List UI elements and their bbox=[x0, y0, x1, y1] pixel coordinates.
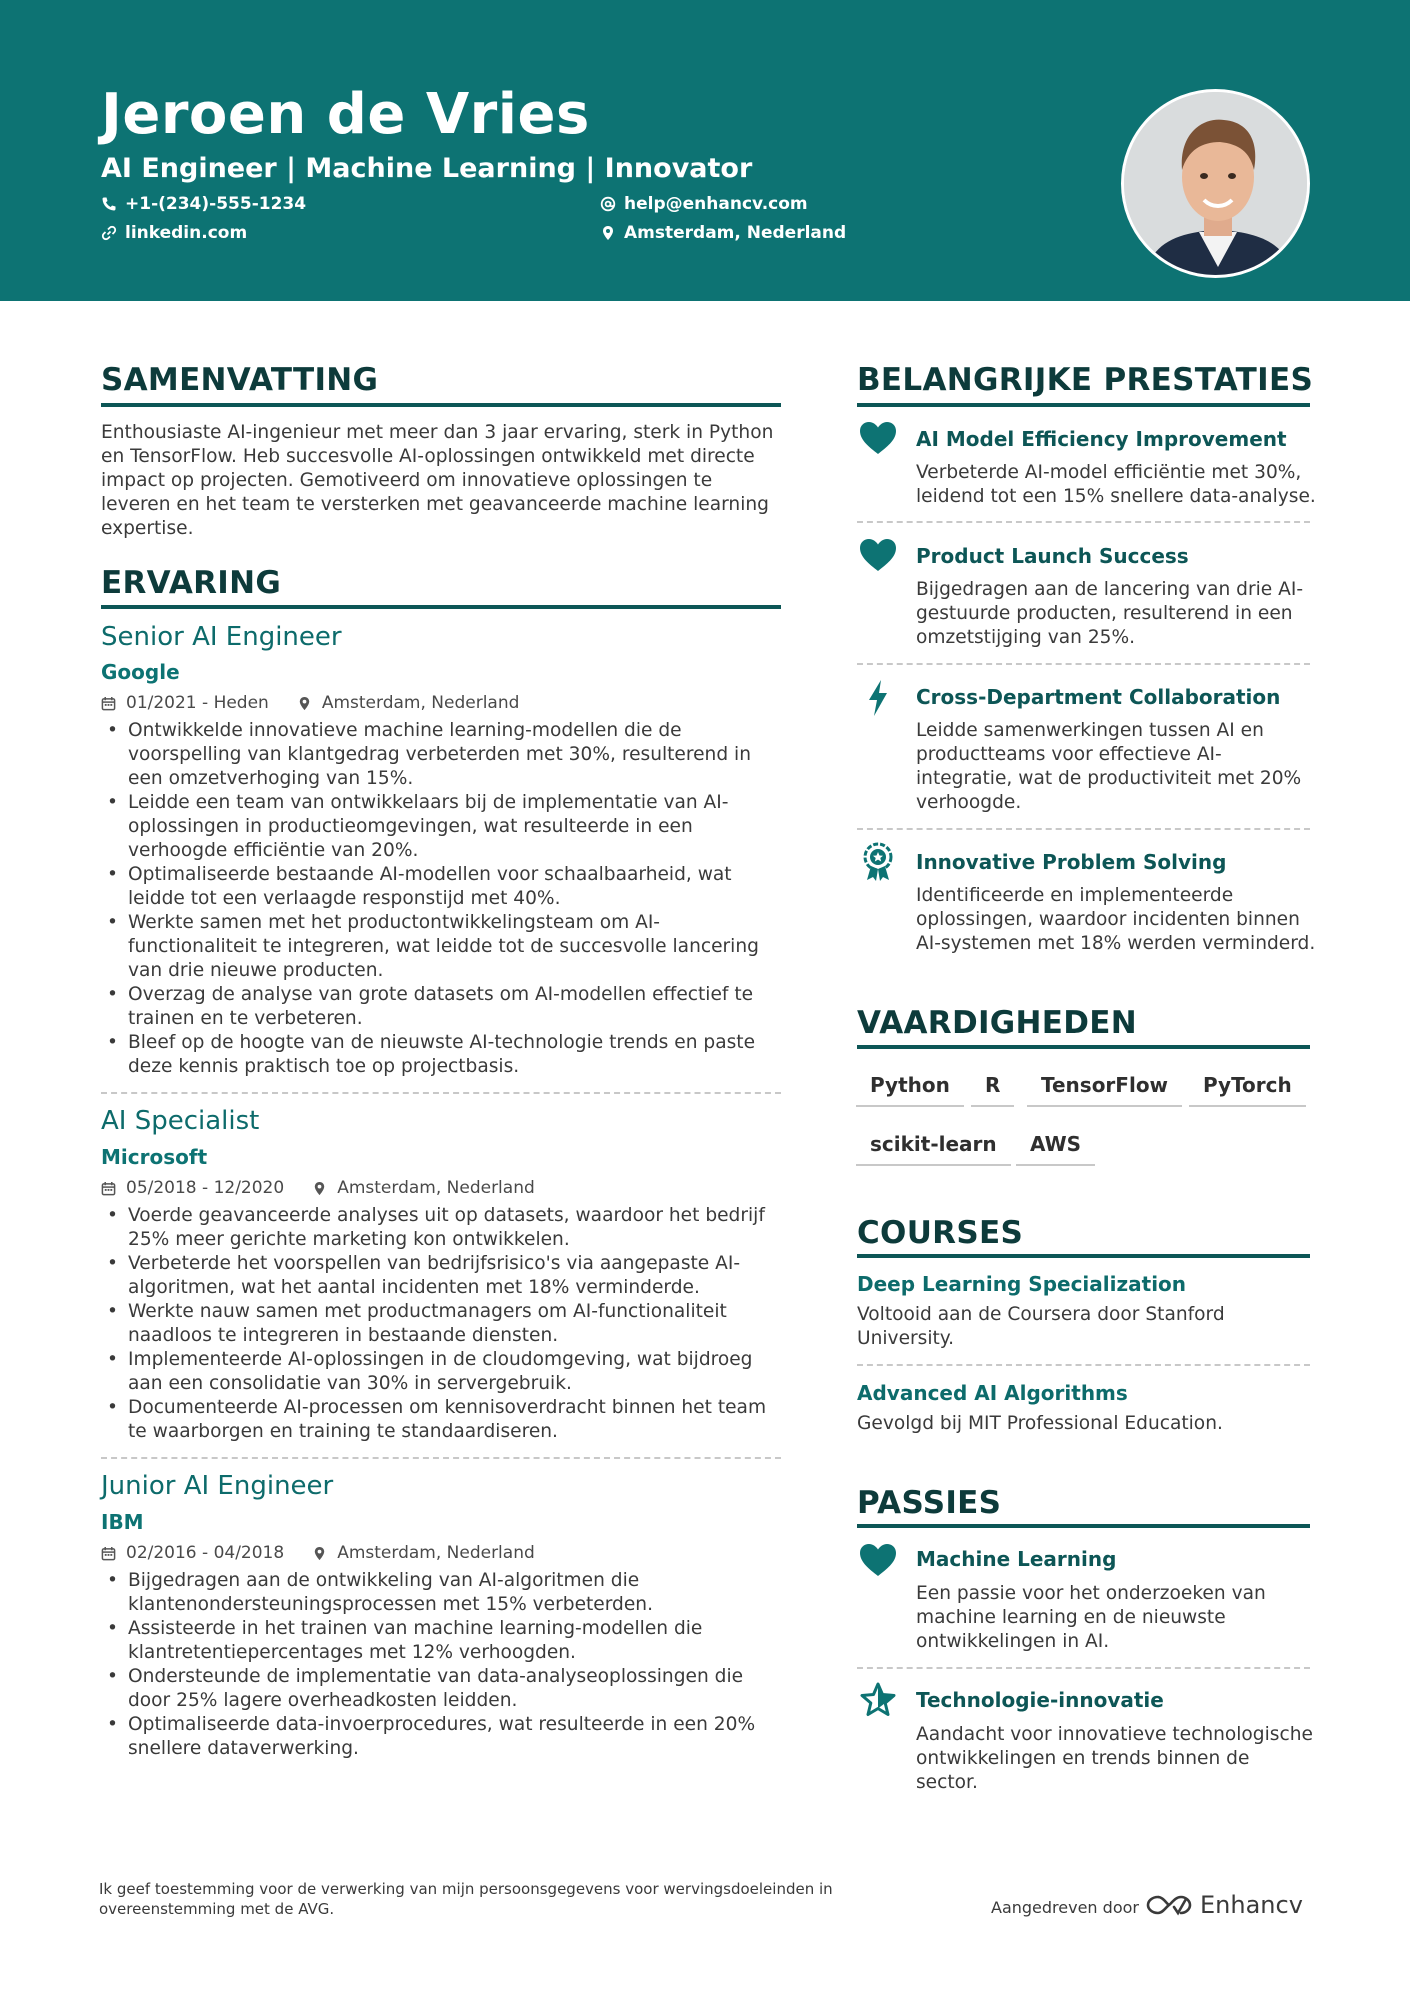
list-item: • Verbeterde het voorspellen van bedrijfsrisico's via aangepaste AI-algoritmen, wat het aantal incidenten met 18% verminderde. bbox=[101, 1252, 781, 1300]
summary-text: Enthousiaste AI-ingenieur met meer dan 3 jaar ervaring, sterk in Python en TensorFlow. Heb succesvolle AI-oplossingen ontwikkeld met directe impact op projecten. Gemotiveerd om innovatieve oplossingen te leveren en het team te versterken met geavanceerde machine learning expertise. bbox=[101, 422, 774, 539]
achievement-text: Verbeterde AI-model efficiëntie met 30%, leidend tot een 15% snellere data-analyse. bbox=[916, 462, 1316, 507]
job-title: Junior AI Engineer bbox=[101, 1471, 334, 1501]
passions-divider bbox=[857, 1524, 1310, 1528]
job-title: Senior AI Engineer bbox=[101, 622, 342, 652]
list-item: • Optimaliseerde data-invoerprocedures, wat resulteerde in een 20% snellere dataverwerking. bbox=[101, 1713, 781, 1761]
enhancv-logo[interactable] bbox=[1146, 1891, 1303, 1919]
course-text: Gevolgd bij MIT Professional Education. bbox=[857, 1413, 1223, 1434]
achievement-divider bbox=[857, 663, 1310, 665]
achievements-heading: BELANGRIJKE PRESTATIES bbox=[857, 362, 1314, 398]
passion-title: Technologie-innovatie bbox=[916, 1688, 1164, 1712]
phone-icon bbox=[101, 196, 117, 212]
job-dates: 01/2021 - Heden bbox=[126, 693, 269, 713]
profile-photo bbox=[1121, 89, 1310, 278]
list-item: • Voerde geavanceerde analyses uit op datasets, waardoor het bedrijf 25% meer gerichte marketing kon ontwikkelen. bbox=[101, 1204, 781, 1252]
list-item: • Optimaliseerde bestaande AI-modellen voor schaalbaarheid, wat leidde tot een verlaagde responstijd met 40%. bbox=[101, 863, 781, 911]
achievement-text: Identificeerde en implementeerde oplossingen, waardoor incidenten binnen AI-systemen met 18% werden verminderd. bbox=[916, 885, 1316, 954]
achievements-divider bbox=[857, 403, 1310, 407]
list-item: • Bleef op de hoogte van de nieuwste AI-technologie trends en paste deze kennis praktisch toe op projectbasis. bbox=[101, 1031, 781, 1079]
skill-tag: R bbox=[971, 1073, 1014, 1107]
skill-tag: Python bbox=[856, 1073, 964, 1107]
achievement-divider bbox=[857, 521, 1310, 523]
skill-tag: AWS bbox=[1016, 1132, 1095, 1166]
linkedin-text: linkedin.com bbox=[125, 223, 248, 243]
job-title: AI Specialist bbox=[101, 1106, 260, 1136]
lightning-icon bbox=[858, 678, 898, 718]
at-icon bbox=[600, 196, 616, 212]
contact-location bbox=[600, 223, 846, 243]
calendar-icon bbox=[101, 696, 116, 711]
header-banner bbox=[0, 0, 1410, 301]
location-pin-icon bbox=[312, 1546, 327, 1561]
star-icon bbox=[858, 1680, 898, 1720]
contact-phone[interactable] bbox=[101, 194, 306, 214]
list-item: • Overzag de analyse van grote datasets om AI-modellen effectief te trainen en te verbeteren. bbox=[101, 983, 781, 1031]
courses-heading: COURSES bbox=[857, 1215, 1024, 1251]
achievement-text: Leidde samenwerkingen tussen AI en productteams voor effectieve AI-integratie, wat de productiviteit met 20% verhoogde. bbox=[916, 720, 1302, 813]
job-meta bbox=[101, 1543, 535, 1563]
list-item: • Assisteerde in het trainen van machine learning-modellen die klantretentiepercentages met 12% verhoogden. bbox=[101, 1617, 781, 1665]
location-pin-icon bbox=[312, 1181, 327, 1196]
phone-text: +1-(234)-555-1234 bbox=[125, 194, 307, 214]
job-bullets bbox=[101, 1569, 781, 1761]
list-item: • Werkte nauw samen met productmanagers om AI-functionaliteit naadloos te integreren in bestaande diensten. bbox=[101, 1300, 781, 1348]
consent-text: Ik geef toestemming voor de verwerking van mijn persoonsgegevens voor wervingsdoeleinden in overeenstemming met de AVG. bbox=[99, 1880, 833, 1918]
course-title: Advanced AI Algorithms bbox=[857, 1381, 1128, 1405]
brand-name: Enhancv bbox=[1200, 1891, 1303, 1919]
course-divider bbox=[857, 1364, 1310, 1366]
skill-tag: PyTorch bbox=[1189, 1073, 1306, 1107]
candidate-name: Jeroen de Vries bbox=[101, 82, 590, 147]
summary-divider bbox=[101, 403, 781, 407]
contact-linkedin[interactable] bbox=[101, 223, 247, 243]
course-title: Deep Learning Specialization bbox=[857, 1272, 1187, 1296]
passion-text: Een passie voor het onderzoeken van machine learning en de nieuwste ontwikkelingen in AI. bbox=[916, 1583, 1266, 1652]
job-bullets bbox=[101, 1204, 781, 1444]
skill-tag: scikit-learn bbox=[856, 1132, 1011, 1166]
job-bullets bbox=[101, 719, 781, 1079]
job-dates: 05/2018 - 12/2020 bbox=[126, 1178, 285, 1198]
achievement-title: Innovative Problem Solving bbox=[916, 850, 1227, 874]
list-item: • Documenteerde AI-processen om kennisoverdracht binnen het team te waarborgen en training te standaardiseren. bbox=[101, 1396, 781, 1444]
heart-icon bbox=[858, 1540, 898, 1580]
location-pin-icon bbox=[600, 225, 616, 241]
job-location bbox=[312, 1178, 535, 1198]
list-item: • Leidde een team van ontwikkelaars bij de implementatie van AI-oplossingen in productieomgevingen, wat resulteerde in een verhoogde efficiëntie van 20%. bbox=[101, 791, 781, 863]
job-location bbox=[297, 693, 520, 713]
passion-title: Machine Learning bbox=[916, 1547, 1117, 1571]
headline: AI Engineer | Machine Learning | Innovator bbox=[101, 153, 753, 184]
job-location-text: Amsterdam, Nederland bbox=[337, 1543, 535, 1563]
job-location-text: Amsterdam, Nederland bbox=[337, 1178, 535, 1198]
summary-heading: SAMENVATTING bbox=[101, 362, 379, 398]
experience-heading: ERVARING bbox=[101, 565, 282, 601]
link-icon bbox=[101, 225, 117, 241]
job-divider bbox=[101, 1457, 781, 1459]
list-item: • Werkte samen met het productontwikkelingsteam om AI-functionaliteit te integreren, wat leidde tot de succesvolle lancering van drie nieuwe producten. bbox=[101, 911, 781, 983]
job-meta bbox=[101, 693, 519, 713]
course-text: Voltooid aan de Coursera door Stanford University. bbox=[857, 1304, 1225, 1349]
company-name: Google bbox=[101, 660, 180, 684]
achievement-title: Product Launch Success bbox=[916, 544, 1189, 568]
award-icon bbox=[858, 842, 898, 882]
contact-email[interactable] bbox=[600, 194, 808, 214]
heart-icon bbox=[858, 418, 898, 458]
skills-divider bbox=[857, 1045, 1310, 1049]
calendar-icon bbox=[101, 1546, 116, 1561]
list-item: • Implementeerde AI-oplossingen in de cloudomgeving, wat bijdroeg aan een consolidatie van 30% in servergebruik. bbox=[101, 1348, 781, 1396]
job-dates: 02/2016 - 04/2018 bbox=[126, 1543, 285, 1563]
passions-heading: PASSIES bbox=[857, 1485, 1002, 1521]
achievement-title: Cross-Department Collaboration bbox=[916, 685, 1281, 709]
job-location bbox=[312, 1543, 535, 1563]
skills-heading: VAARDIGHEDEN bbox=[857, 1005, 1138, 1041]
experience-divider bbox=[101, 605, 781, 609]
calendar-icon bbox=[101, 1181, 116, 1196]
list-item: • Ontwikkelde innovatieve machine learning-modellen die de voorspelling van klantgedrag verbeterden met 30%, resulterend in een omzetverhoging van 15%. bbox=[101, 719, 781, 791]
list-item: • Bijgedragen aan de ontwikkeling van AI-algoritmen die klantenondersteuningsprocessen met 15% verbeterden. bbox=[101, 1569, 781, 1617]
list-item: • Ondersteunde de implementatie van data-analyseoplossingen die door 25% lagere overheadkosten leidden. bbox=[101, 1665, 781, 1713]
location-text: Amsterdam, Nederland bbox=[624, 223, 847, 243]
passion-text: Aandacht voor innovatieve technologische ontwikkelingen en trends binnen de sector. bbox=[916, 1724, 1313, 1793]
achievement-title: AI Model Efficiency Improvement bbox=[916, 427, 1287, 451]
job-location-text: Amsterdam, Nederland bbox=[321, 693, 520, 713]
job-meta bbox=[101, 1178, 535, 1198]
heart-icon bbox=[858, 535, 898, 575]
achievement-text: Bijgedragen aan de lancering van drie AI-gestuurde producten, resulterend in een omzetstijging van 25%. bbox=[916, 579, 1304, 648]
job-divider bbox=[101, 1092, 781, 1094]
achievement-divider bbox=[857, 828, 1310, 830]
enhancv-logo-icon bbox=[1146, 1893, 1192, 1917]
email-text: help@enhancv.com bbox=[624, 194, 808, 214]
powered-by-label: Aangedreven door bbox=[991, 1898, 1139, 1917]
location-pin-icon bbox=[297, 696, 312, 711]
skill-tag: TensorFlow bbox=[1027, 1073, 1182, 1107]
company-name: Microsoft bbox=[101, 1145, 208, 1169]
passion-divider bbox=[857, 1667, 1310, 1669]
courses-divider bbox=[857, 1254, 1310, 1258]
company-name: IBM bbox=[101, 1510, 144, 1534]
